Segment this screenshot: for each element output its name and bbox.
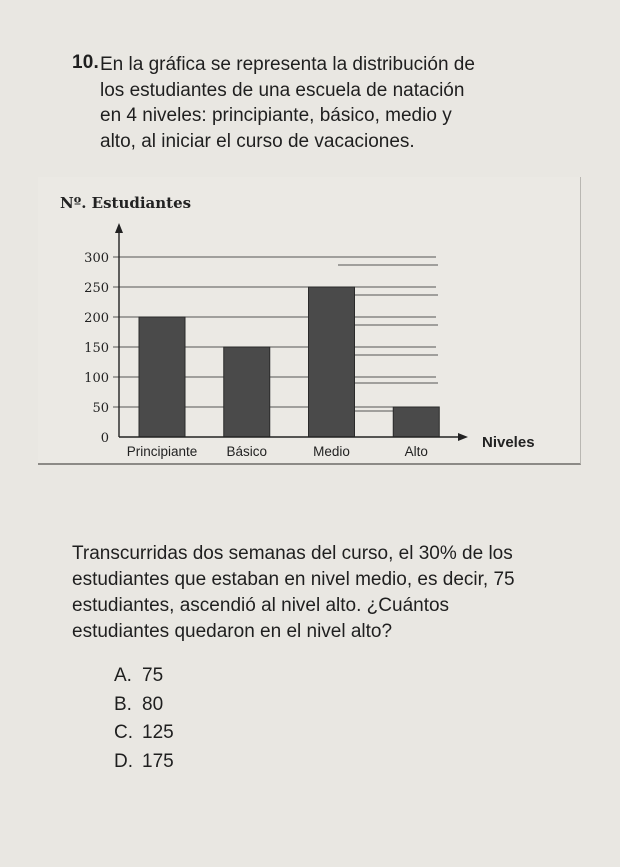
x-axis-label: Niveles (482, 434, 535, 451)
option-c[interactable] (114, 719, 174, 748)
option-value: 75 (142, 665, 164, 686)
question-number: 10. (72, 52, 100, 73)
x-tick-label: Medio (313, 444, 350, 459)
paragraph-line: estudiantes que estaban en nivel medio, es decir, 75 (72, 569, 515, 590)
y-tick-label: 0 (100, 431, 109, 446)
bar (224, 347, 270, 437)
option-d[interactable] (114, 748, 174, 777)
question-line: En la gráfica se representa la distribución de (100, 54, 475, 75)
paragraph-line: estudiantes quedaron en el nivel alto? (72, 621, 393, 642)
question-line: en 4 niveles: principiante, básico, medio y (100, 105, 452, 126)
question-line: alto, al iniciar el curso de vacaciones. (100, 130, 415, 152)
option-letter: D. (114, 750, 133, 772)
option-a[interactable] (114, 662, 174, 691)
x-tick-label: Principiante (126, 444, 198, 459)
option-letter: A. (114, 665, 132, 686)
question-line: los estudiantes de una escuela de natación (100, 79, 465, 101)
y-tick-label: 200 (84, 311, 109, 326)
option-value: 175 (142, 750, 174, 772)
y-axis-arrow-icon (115, 223, 123, 233)
paragraph-line: Transcurridas dos semanas del curso, el 30% de los (72, 543, 513, 564)
x-tick-label: Básico (226, 444, 268, 459)
x-axis-arrow-icon (458, 433, 468, 441)
option-b[interactable] (114, 691, 174, 720)
option-letter: B. (114, 693, 132, 715)
bar-chart (38, 177, 581, 465)
answer-options (114, 662, 174, 776)
problem-paragraph (72, 541, 592, 645)
y-tick-label: 100 (84, 371, 109, 386)
y-tick-label: 50 (92, 401, 109, 416)
y-axis-label: Nº. Estudiantes (60, 194, 192, 212)
bar (393, 407, 439, 437)
chart-svg (38, 177, 580, 463)
y-tick-label: 300 (84, 251, 109, 266)
paragraph-line: estudiantes, ascendió al nivel alto. ¿Cuántos (72, 595, 450, 616)
option-value: 80 (142, 693, 164, 715)
option-letter: C. (114, 722, 133, 743)
x-tick-label: Alto (404, 444, 428, 459)
question-text (100, 52, 570, 154)
option-value: 125 (142, 722, 174, 743)
y-tick-label: 250 (84, 281, 109, 296)
y-tick-label: 150 (84, 341, 109, 356)
bar (309, 287, 355, 437)
bar (139, 317, 185, 437)
